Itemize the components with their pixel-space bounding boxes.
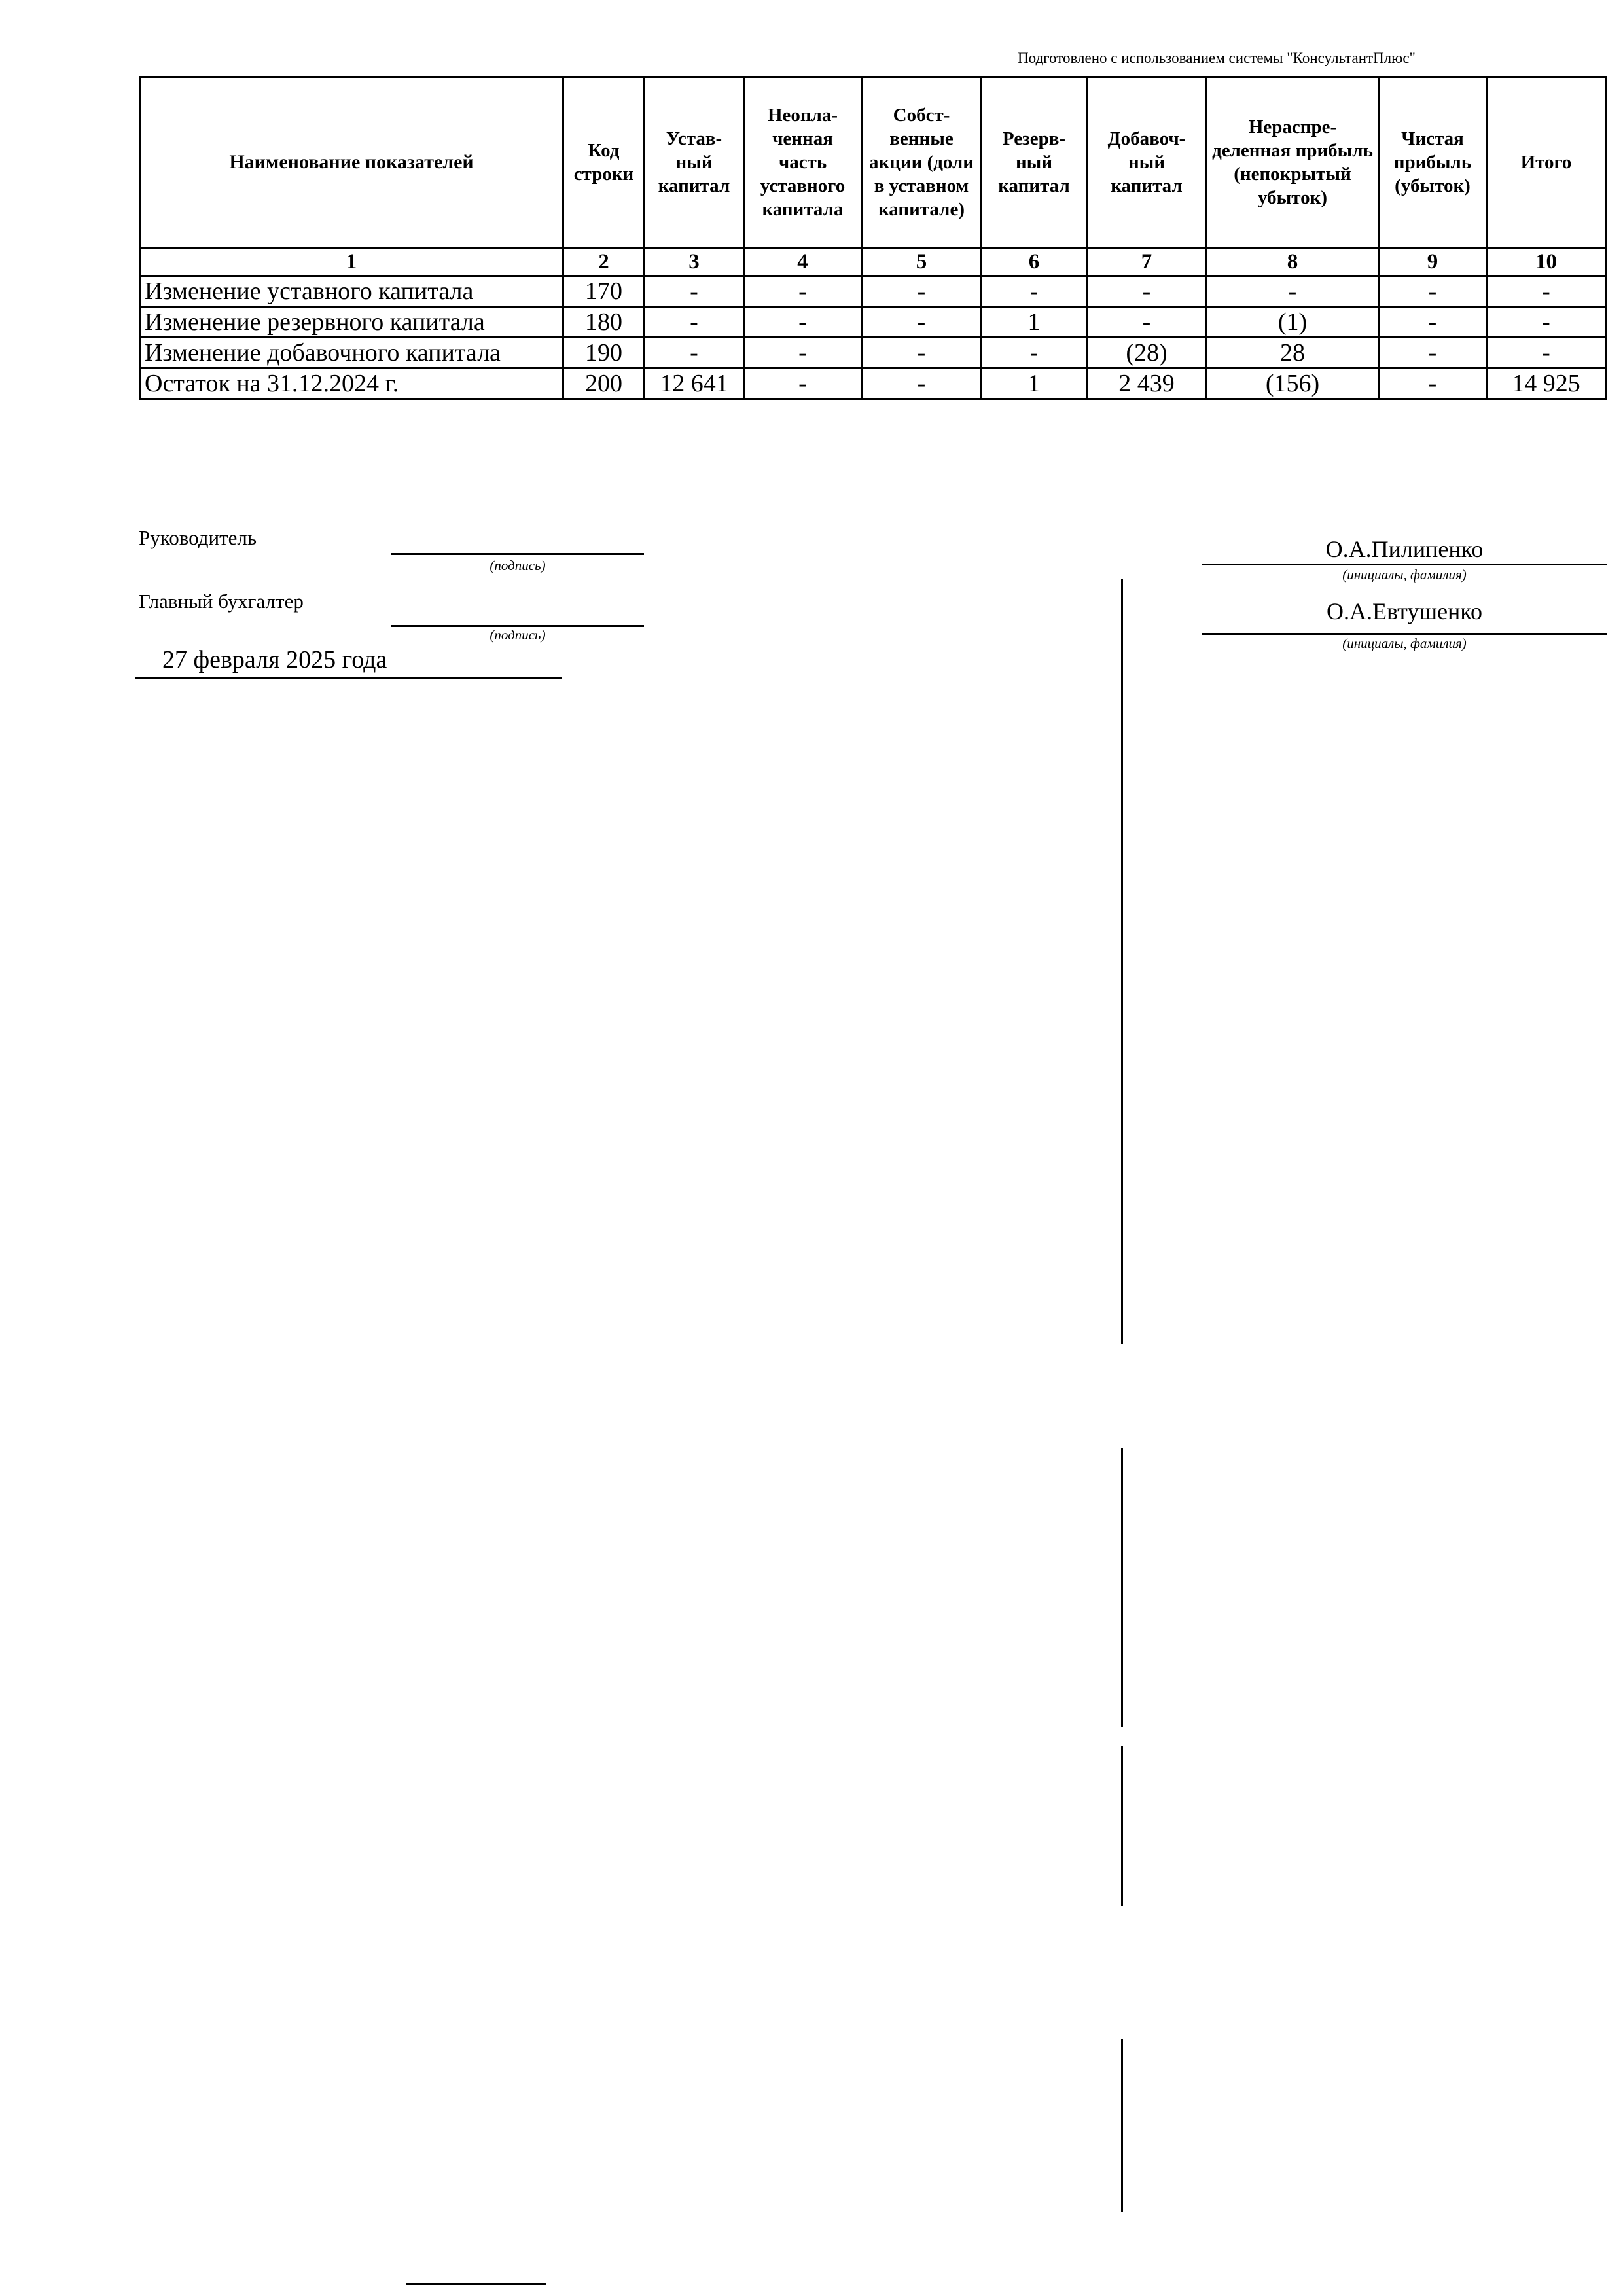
table-cell: - <box>982 276 1087 307</box>
header-own-shares: Собст-венные акции (доли в уставном капитале) <box>862 77 982 248</box>
row-code: 200 <box>563 368 645 399</box>
row-name: Изменение уставного капитала <box>140 276 563 307</box>
column-number: 2 <box>563 248 645 276</box>
table-cell: - <box>862 368 982 399</box>
table-cell: - <box>1379 338 1487 368</box>
column-number: 10 <box>1487 248 1606 276</box>
header-reserve-capital: Резерв-ный капитал <box>982 77 1087 248</box>
row-name: Изменение резервного капитала <box>140 307 563 338</box>
head-signature-line <box>391 553 644 555</box>
table-cell: - <box>1379 276 1487 307</box>
column-number: 9 <box>1379 248 1487 276</box>
head-name-line <box>1202 564 1607 565</box>
head-name-caption: (инициалы, фамилия) <box>1342 567 1467 583</box>
header-indicator-name: Наименование показателей <box>140 77 563 248</box>
table-cell: - <box>1379 368 1487 399</box>
column-number: 8 <box>1207 248 1379 276</box>
vertical-rule <box>1121 1448 1123 1727</box>
header-line-code: Код строки <box>563 77 645 248</box>
table-cell: 28 <box>1207 338 1379 368</box>
table-cell: - <box>645 276 744 307</box>
vertical-rule <box>1121 1746 1123 1906</box>
header-net-profit: Чистая прибыль (убыток) <box>1379 77 1487 248</box>
table-cell: 12 641 <box>645 368 744 399</box>
table-cell: 1 <box>982 368 1087 399</box>
table-row-180 <box>140 307 1606 338</box>
column-number: 4 <box>744 248 862 276</box>
table-cell: - <box>744 368 862 399</box>
table-row-190 <box>140 338 1606 368</box>
signing-date: 27 февраля 2025 года <box>162 646 387 673</box>
table-cell: (1) <box>1207 307 1379 338</box>
table-row-170 <box>140 276 1606 307</box>
table-cell: (28) <box>1087 338 1207 368</box>
table-cell: (156) <box>1207 368 1379 399</box>
vertical-rule <box>1121 2039 1123 2212</box>
table-cell: - <box>744 338 862 368</box>
header-additional-capital: Добавоч-ный капитал <box>1087 77 1207 248</box>
table-row-200 <box>140 368 1606 399</box>
table-cell: - <box>1379 307 1487 338</box>
table-cell: - <box>1487 338 1606 368</box>
accountant-signature-caption: (подпись) <box>490 627 546 643</box>
vertical-rule <box>1121 579 1123 1344</box>
prepared-with-note: Подготовлено с использованием системы "КонсультантПлюс" <box>1018 50 1416 66</box>
table-cell: - <box>862 338 982 368</box>
capital-changes-table <box>139 76 1607 400</box>
table-cell: 2 439 <box>1087 368 1207 399</box>
column-number-row <box>140 248 1606 276</box>
table-cell: 1 <box>982 307 1087 338</box>
table-cell: - <box>982 338 1087 368</box>
table-cell: - <box>1087 307 1207 338</box>
table-cell: - <box>744 276 862 307</box>
head-signature-caption: (подпись) <box>490 558 546 573</box>
header-charter-capital: Устав-ный капитал <box>645 77 744 248</box>
accountant-name-line <box>1202 633 1607 635</box>
head-name: О.А.Пилипенко <box>1325 536 1484 562</box>
date-line <box>135 677 562 679</box>
header-unpaid-capital: Неопла-ченная часть уставного капитала <box>744 77 862 248</box>
table-cell: - <box>645 338 744 368</box>
table-cell: - <box>862 307 982 338</box>
header-retained-earnings: Нераспре-деленная прибыль (непокрытый убыток) <box>1207 77 1379 248</box>
row-code: 190 <box>563 338 645 368</box>
table-header-row <box>140 77 1606 248</box>
row-code: 180 <box>563 307 645 338</box>
column-number: 3 <box>645 248 744 276</box>
head-label: Руководитель <box>139 526 257 549</box>
table-cell: - <box>1487 307 1606 338</box>
table-cell: - <box>1207 276 1379 307</box>
table-cell: - <box>862 276 982 307</box>
table-cell: - <box>645 307 744 338</box>
table-cell: 14 925 <box>1487 368 1606 399</box>
table-cell: - <box>1487 276 1606 307</box>
header-total: Итого <box>1487 77 1606 248</box>
accountant-label: Главный бухгалтер <box>139 590 304 613</box>
row-name: Остаток на 31.12.2024 г. <box>140 368 563 399</box>
accountant-name: О.А.Евтушенко <box>1327 598 1482 624</box>
row-code: 170 <box>563 276 645 307</box>
column-number: 7 <box>1087 248 1207 276</box>
bottom-rule <box>406 2283 546 2285</box>
table-cell: - <box>1087 276 1207 307</box>
column-number: 1 <box>140 248 563 276</box>
row-name: Изменение добавочного капитала <box>140 338 563 368</box>
column-number: 5 <box>862 248 982 276</box>
table-cell: - <box>744 307 862 338</box>
column-number: 6 <box>982 248 1087 276</box>
accountant-name-caption: (инициалы, фамилия) <box>1342 636 1467 651</box>
